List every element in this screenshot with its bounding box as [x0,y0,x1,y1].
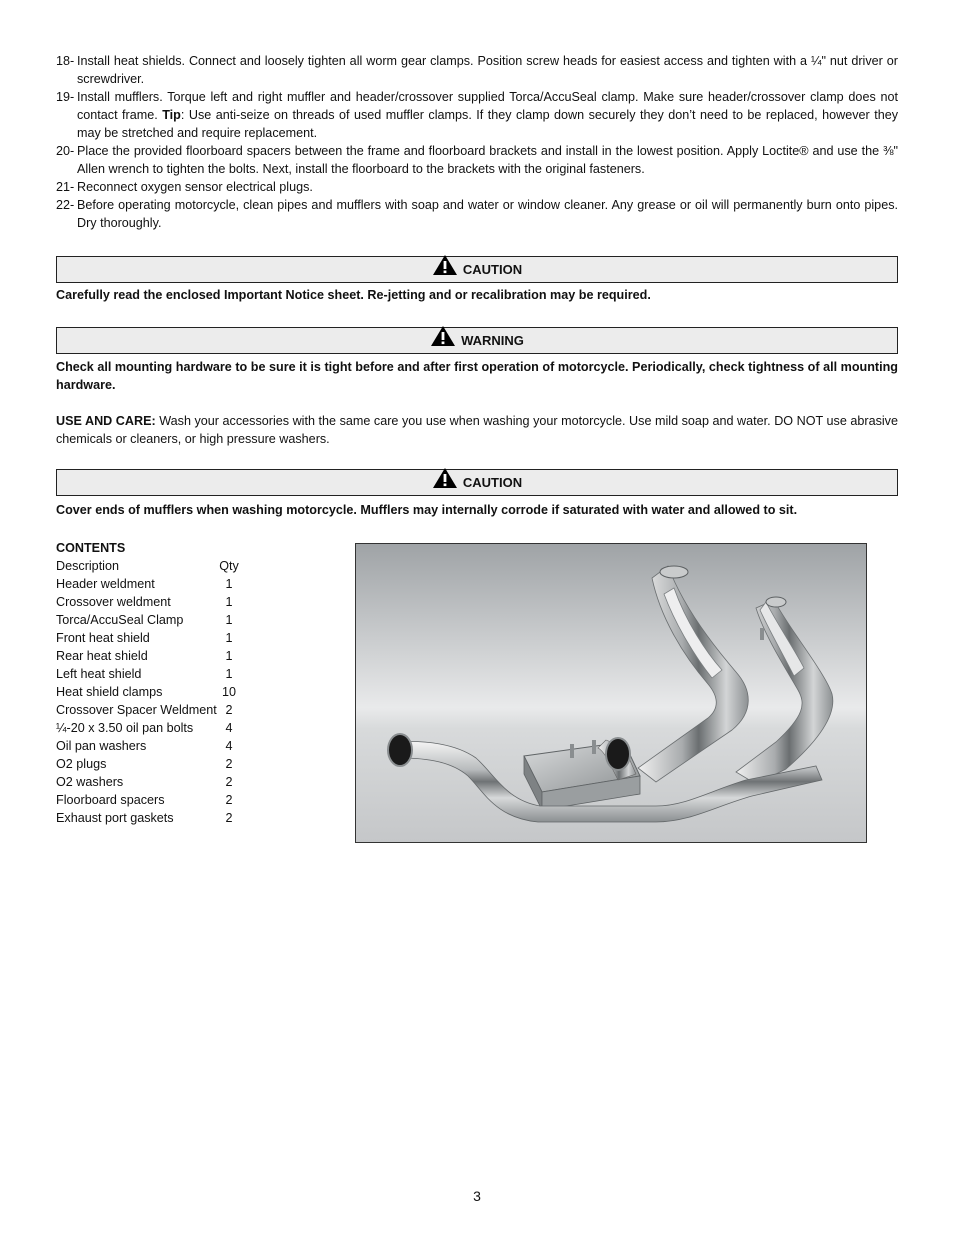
item-qty: 10 [221,685,236,699]
item-qty: 1 [225,667,233,681]
use-and-care-label: USE AND CARE: [56,414,156,428]
item-description: Rear heat shield [56,649,148,663]
step-number: 20- [56,144,75,158]
step-text: Before operating motorcycle, clean pipes and mufflers with soap and water or window cleaner. Any grease or oil will permanently burn onto pipes. Dry thoroughly. [77,198,898,230]
item-description: Floorboard spacers [56,793,165,807]
item-description: Left heat shield [56,667,142,681]
contents-list [56,539,256,827]
warning-triangle-icon [432,254,458,284]
product-photo [355,543,867,843]
caution-text-2: Cover ends of mufflers when washing motorcycle. Mufflers may internally corrode if saturated with water and allowed to sit. [56,503,798,517]
item-description: Heat shield clamps [56,685,163,699]
contents-item [56,593,256,611]
caution-banner [56,256,898,283]
step-number: 18- [56,54,75,68]
item-description: Crossover Spacer Weldment [56,703,217,717]
item-description: O2 plugs [56,757,107,771]
contents-item [56,629,256,647]
item-description: Oil pan washers [56,739,147,753]
contents-item [56,665,256,683]
tip-label: Tip [162,108,181,122]
contents-item [56,683,256,701]
caution-text: Carefully read the enclosed Important Notice sheet. Re-jetting and or recalibration may be required. [56,288,651,302]
use-and-care-text: Wash your accessories with the same care you use when washing your motorcycle. Use mild soap and water. DO NOT use abrasive chemicals or cleaners, or high pressure washers. [56,414,898,446]
item-qty: 2 [225,793,233,807]
step-18 [56,52,898,88]
contents-title: CONTENTS [56,541,126,555]
contents-item [56,611,256,629]
item-description: Header weldment [56,577,155,591]
step-number: 19- [56,90,75,104]
item-qty: 1 [225,577,233,591]
step-text: Reconnect oxygen sensor electrical plugs. [77,180,313,194]
contents-item [56,809,256,827]
contents-item [56,773,256,791]
step-text: Install heat shields. Connect and loosely tighten all worm gear clamps. Position screw heads for easiest access and tighten with a ¼" nut driver or screwdriver. [77,54,898,86]
contents-item [56,755,256,773]
installation-steps [56,52,898,232]
contents-item [56,737,256,755]
contents-item [56,701,256,719]
step-text: Place the provided floorboard spacers between the frame and floorboard brackets and install in the lowest position. Apply Loctite® and use the ⅜" Allen wrench to tighten the bolts. Next, install the floorboard to the brackets with the original fasteners. [77,144,898,176]
step-text-tip: : Use anti-seize on threads of used muffler clamps. If they clamp down securely they don’t need to be replaced, however they may be stretched and require replacement. [77,108,899,140]
item-qty: 4 [225,739,233,753]
item-description: O2 washers [56,775,124,789]
item-description: Torca/AccuSeal Clamp [56,613,184,627]
warning-triangle-icon [432,467,458,497]
item-description: Exhaust port gaskets [56,811,174,825]
caution-label: CAUTION [462,474,523,490]
item-qty: 2 [225,775,233,789]
step-number: 22- [56,198,75,212]
item-qty: 2 [225,811,233,825]
description-header: Description [56,559,119,573]
use-and-care-paragraph [56,412,898,448]
item-qty: 1 [225,613,233,627]
step-text: Install mufflers. Torque left and right muffler and header/crossover supplied Torca/AccuSeal clamp. Make sure header/crossover clamp does not contact frame. [77,90,898,122]
qty-header: Qty [219,559,239,573]
page-number: 3 [473,1188,481,1204]
step-19 [56,88,898,142]
item-qty: 1 [225,649,233,663]
item-qty: 4 [225,721,233,735]
contents-item [56,719,256,737]
step-20 [56,142,898,178]
warning-banner [56,327,898,354]
step-number: 21- [56,180,75,194]
item-qty: 1 [225,595,233,609]
caution-banner-2 [56,469,898,496]
item-description: ¼-20 x 3.50 oil pan bolts [56,721,194,735]
warning-label: WARNING [461,332,524,348]
item-description: Crossover weldment [56,595,171,609]
warning-triangle-icon [430,325,456,355]
contents-item [56,791,256,809]
warning-text: Check all mounting hardware to be sure it is tight before and after first operation of motorcycle. Periodically, check tightness of all mounting hardware. [56,360,898,392]
item-qty: 1 [225,631,233,645]
contents-item [56,647,256,665]
item-qty: 2 [225,703,233,717]
item-description: Front heat shield [56,631,150,645]
contents-item [56,575,256,593]
step-22 [56,196,898,232]
contents-header-row [56,557,256,575]
step-21 [56,178,898,196]
caution-label: CAUTION [462,261,523,277]
item-qty: 2 [225,757,233,771]
